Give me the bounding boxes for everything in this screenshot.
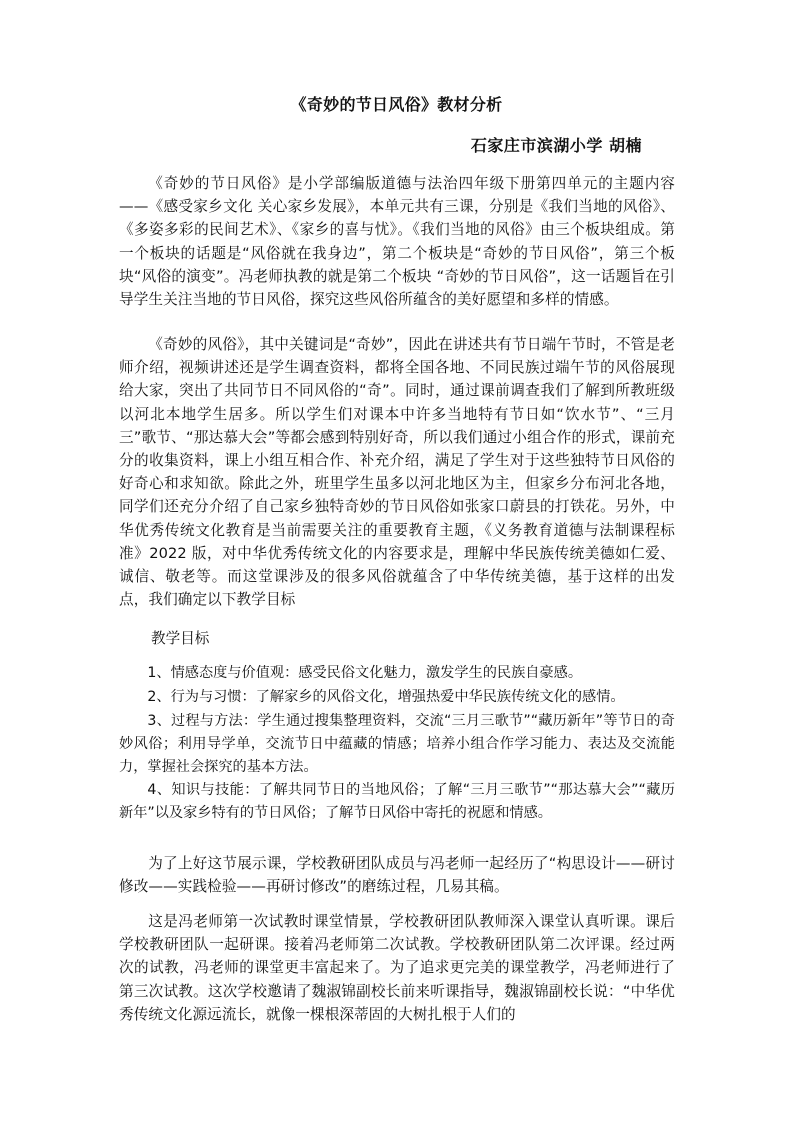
document-title: 《奇妙的节日风俗》教材分析	[290, 95, 503, 114]
goal-item-4: 4、知识与技能：了解共同节日的当地风俗；了解“三月三歌节”“那达慕大会”“藏历新年”以及家乡特有的节日风俗；了解节日风俗中寄托的祝愿和情感。	[119, 782, 675, 821]
document-author: 石家庄市滨湖小学 胡楠	[470, 136, 642, 155]
paragraph-intro: 《奇妙的节日风俗》是小学部编版道德与法治四年级下册第四单元的主题内容——《感受家乡文化 关心家乡发展》，本单元共有三课，分别是《我们当地的风俗》、《多姿多彩的民间艺术》、《家乡的喜与忧》。《我们当地的风俗》由三个板块组成。第一个板块的话题是“风俗就在我身边”，第二个板块是“奇妙的节日风俗”，第三个板块“风俗的演变”。冯老师执教的就是第二个板块 “奇妙的节日风俗”，这一话题旨在引导学生关注当地的节日风俗，探究这些风俗所蕴含的美好愿望和多样的情感。	[119, 175, 675, 309]
goal-item-1: 1、情感态度与价值观：感受民俗文化魅力，激发学生的民族自豪感。	[147, 665, 583, 681]
paragraph-trial-teaching: 这是冯老师第一次试教时课堂情景，学校教研团队教师深入课堂认真听课。课后学校教研团队一起研课。接着冯老师第二次试教。学校教研团队第二次评课。经过两次的试教，冯老师的课堂更丰富起来了。为了追求更完美的课堂教学，冯老师进行了第三次试教。这次学校邀请了魏淑锦副校长前来听课指导，魏淑锦副校长说：“中华优秀传统文化源远流长，就像一棵根深蒂固的大树扎根于人们的	[119, 913, 675, 1023]
goal-item-2: 2、行为与习惯：了解家乡的风俗文化，增强热爱中华民族传统文化的感情。	[147, 689, 625, 705]
paragraph-preparation: 为了上好这节展示课，学校教研团队成员与冯老师一起经历了“构思设计——研讨修改——实践检验——再研讨修改”的磨练过程，几易其稿。	[119, 855, 675, 896]
goal-item-3: 3、过程与方法：学生通过搜集整理资料，交流“三月三歌节”“藏历新年”等节日的奇妙风俗；利用导学单，交流节日中蕴藏的情感；培养小组合作学习能力、表达及交流能力，掌握社会探究的基本方法。	[119, 713, 675, 775]
goals-heading: 教学目标	[151, 630, 210, 647]
paragraph-analysis: 《奇妙的风俗》，其中关键词是“奇妙”，因此在讲述共有节日端午节时，不管是老师介绍，视频讲述还是学生调查资料，都将全国各地、不同民族过端午节的风俗展现给大家，突出了共同节日不同风俗的“奇”。同时，通过课前调查我们了解到所教班级以河北本地学生居多。所以学生们对课本中许多当地特有节日如“饮水节”、“三月三”歌节、“那达慕大会”等都会感到特别好奇，所以我们通过小组合作的形式，课前充分的收集资料，课上小组互相合作、补充介绍，满足了学生对于这些独特节日风俗的好奇心和求知欲。除此之外，班里学生虽多以河北地区为主，但家乡分布河北各地，同学们还充分介绍了自己家乡独特奇妙的节日风俗如张家口蔚县的打铁花。另外，中华优秀传统文化教育是当前需要关注的重要教育主题，《义务教育道德与法制课程标准》2022 版，对中华优秀传统文化的内容要求是，理解中华民族传统美德如仁爱、诚信、敬老等。而这堂课涉及的很多风俗就蕴含了中华传统美德，基于这样的出发点，我们确定以下教学目标	[119, 336, 675, 609]
